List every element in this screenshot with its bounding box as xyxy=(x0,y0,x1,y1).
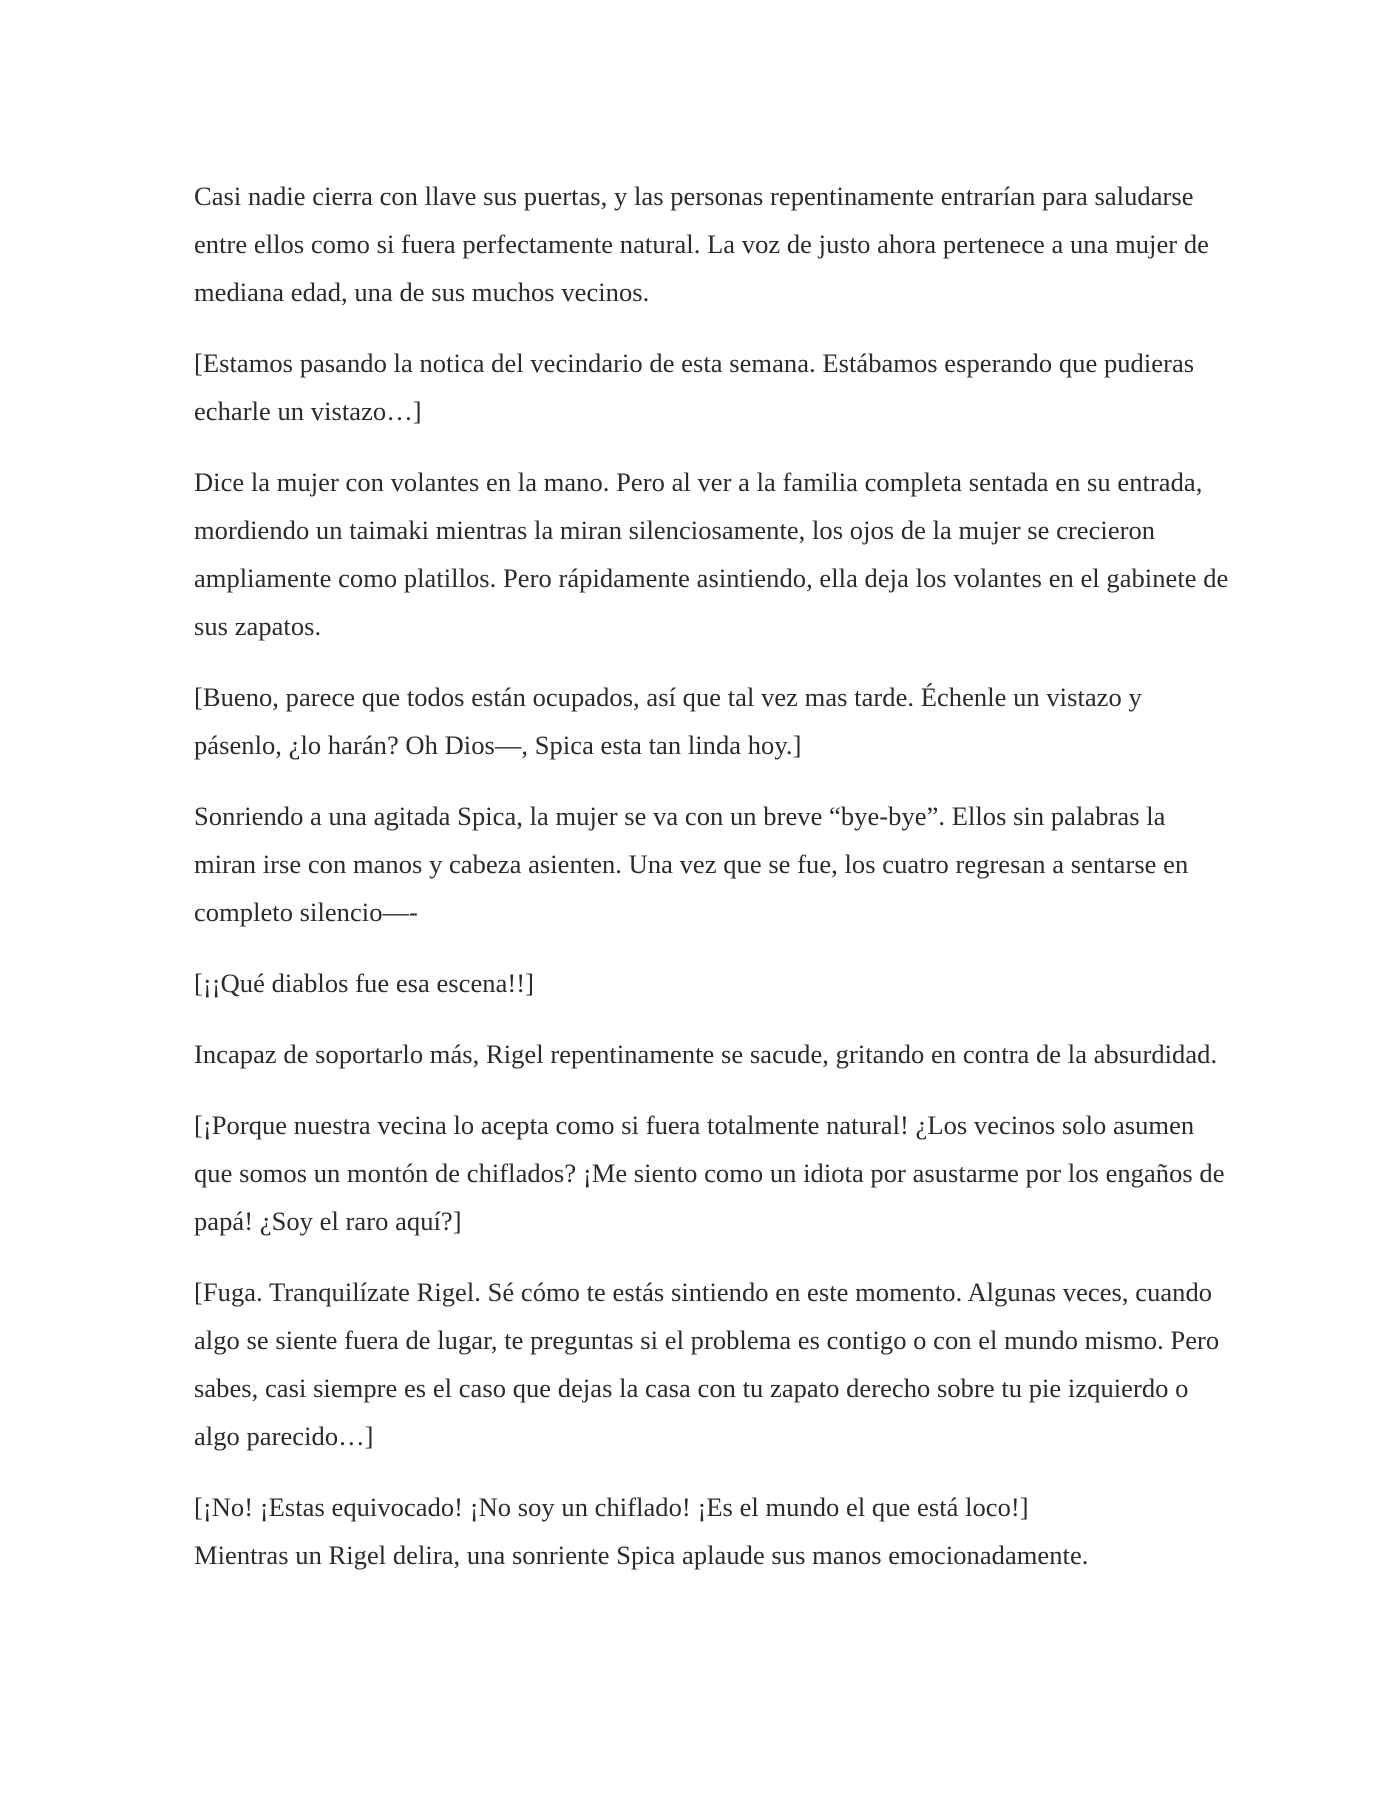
paragraph: Mientras un Rigel delira, una sonriente Spica aplaude sus manos emocionadamente. xyxy=(194,1540,1089,1570)
document-page xyxy=(194,172,1234,1602)
paragraph: [¡Porque nuestra vecina lo acepta como si fuera totalmente natural! ¿Los vecinos solo asumen que somos un montón de chiflados? ¡Me siento como un idiota por asustarme por los engaños de papá! ¿Soy el raro aquí?] xyxy=(194,1110,1225,1236)
paragraph: Casi nadie cierra con llave sus puertas, y las personas repentinamente entrarían para saludarse entre ellos como si fuera perfectamente natural. La voz de justo ahora pertenece a una mujer de mediana edad, una de sus muchos vecinos. xyxy=(194,181,1209,307)
paragraph: [Estamos pasando la notica del vecindario de esta semana. Estábamos esperando que pudieras echarle un vistazo…] xyxy=(194,348,1195,426)
paragraph: [Bueno, parece que todos están ocupados, así que tal vez mas tarde. Échenle un vistazo y pásenlo, ¿lo harán? Oh Dios—, Spica esta tan linda hoy.] xyxy=(194,682,1142,760)
paragraph: [¡¡Qué diablos fue esa escena!!] xyxy=(194,968,535,998)
paragraph: Incapaz de soportarlo más, Rigel repentinamente se sacude, gritando en contra de la absurdidad. xyxy=(194,1039,1218,1069)
paragraph: [Fuga. Tranquilízate Rigel. Sé cómo te estás sintiendo en este momento. Algunas veces, cuando algo se siente fuera de lugar, te preguntas si el problema es contigo o con el mundo mismo. Pero sabes, casi siempre es el caso que dejas la casa con tu zapato derecho sobre tu pie izquierdo o algo parecido…] xyxy=(194,1277,1220,1451)
paragraph: [¡No! ¡Estas equivocado! ¡No soy un chiflado! ¡Es el mundo el que está loco!] xyxy=(194,1492,1029,1522)
paragraph: Dice la mujer con volantes en la mano. Pero al ver a la familia completa sentada en su entrada, mordiendo un taimaki mientras la miran silenciosamente, los ojos de la mujer se crecieron ampliamente como platillos. Pero rápidamente asintiendo, ella deja los volantes en el gabinete de sus zapatos. xyxy=(194,467,1229,641)
paragraph: Sonriendo a una agitada Spica, la mujer se va con un breve “bye-bye”. Ellos sin palabras la miran irse con manos y cabeza asienten. Una vez que se fue, los cuatro regresan a sentarse en completo silencio—- xyxy=(194,801,1189,927)
